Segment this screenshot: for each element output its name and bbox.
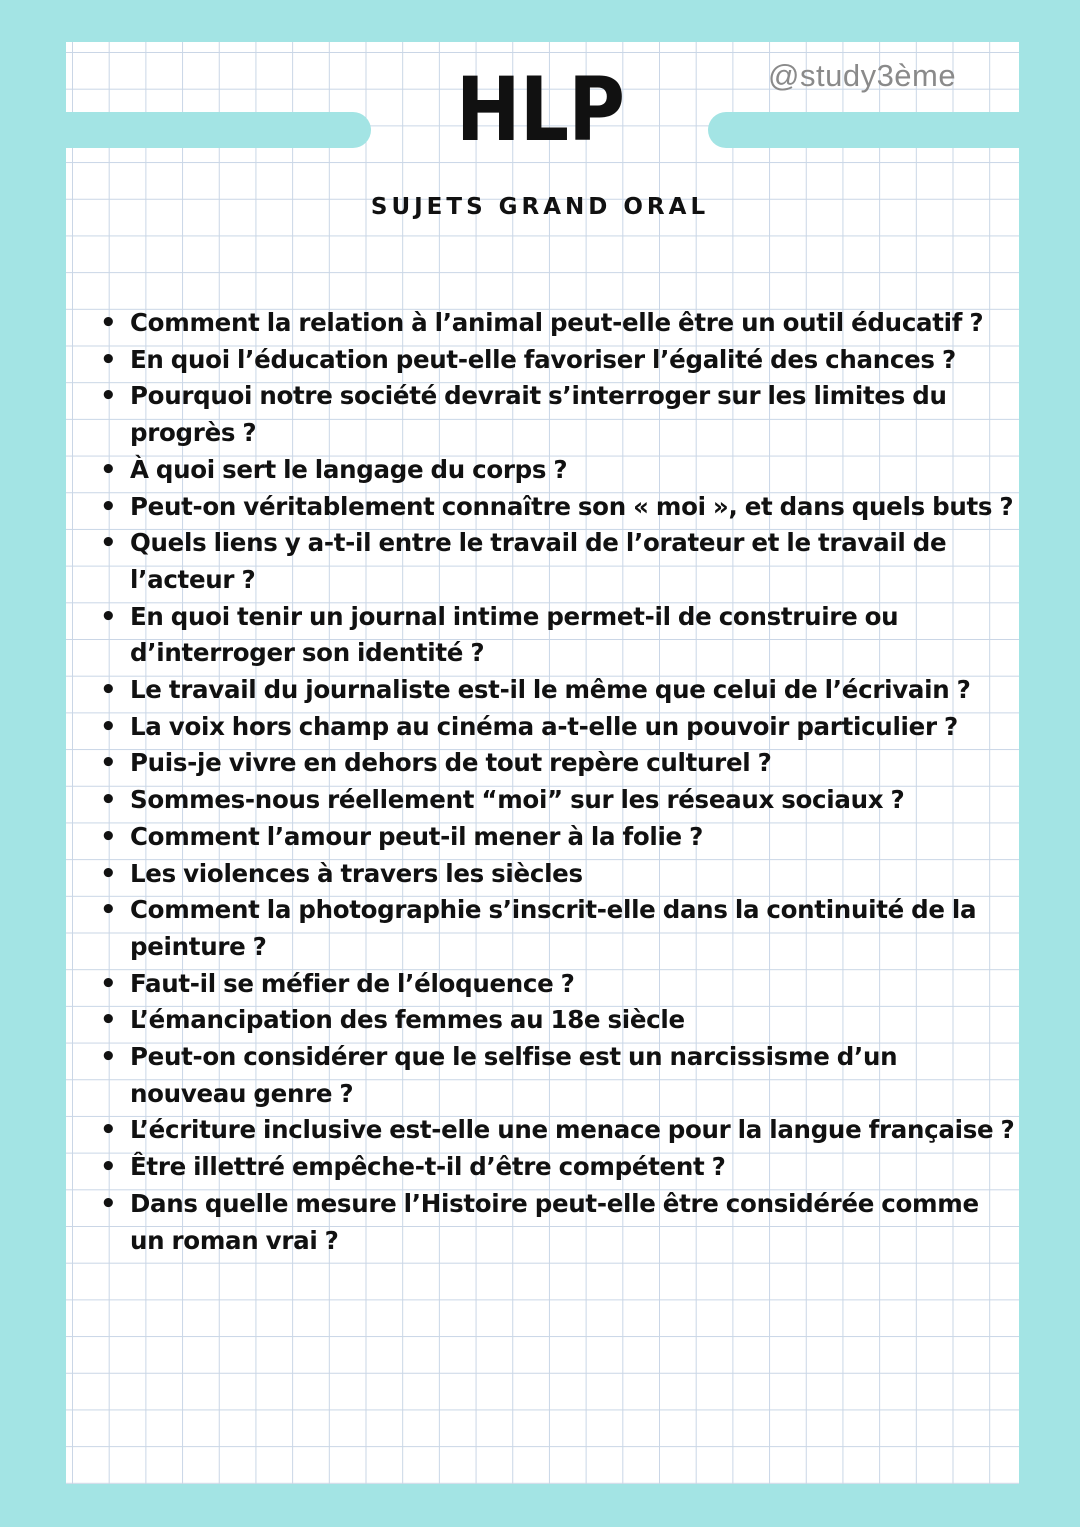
topic-text: Quels liens y a-t-il entre le travail de l’orateur et le travail de l’acteur ? — [130, 528, 947, 594]
topic-text: En quoi tenir un journal intime permet-il de construire ou d’interroger son identité ? — [130, 601, 899, 668]
bullet-icon: • — [100, 308, 117, 338]
bullet-icon: • — [100, 601, 117, 632]
topic-text: Faut-il se méfier de l’éloquence ? — [130, 968, 575, 998]
topic-text: Le travail du journaliste est-il le même que celui de l’écrivain ? — [130, 675, 971, 705]
list-item — [96, 599, 1016, 672]
bullet-icon: • — [100, 858, 117, 889]
list-item — [96, 892, 1016, 965]
topic-text: À quoi sert le langage du corps ? — [130, 454, 568, 484]
list-item — [96, 709, 1016, 746]
topic-text: Être illettré empêche-t-il d’être compétent ? — [130, 1152, 726, 1182]
topic-list — [96, 305, 1016, 1259]
bullet-icon: • — [100, 1005, 117, 1036]
topic-text: Peut-on véritablement connaître son « moi », et dans quels buts ? — [130, 491, 1014, 521]
topic-text: Peut-on considérer que le selfise est un narcissisme d’un nouveau genre ? — [130, 1042, 898, 1108]
bullet-icon: • — [100, 454, 117, 485]
list-item — [96, 489, 1016, 526]
topic-text: Puis-je vivre en dehors de tout repère culturel ? — [130, 748, 772, 778]
list-item — [96, 342, 1016, 379]
bullet-icon: • — [100, 895, 117, 926]
topic-text: Comment la relation à l’animal peut-elle être un outil éducatif ? — [130, 308, 984, 337]
topic-text: Dans quelle mesure l’Histoire peut-elle être considérée comme un roman vrai ? — [130, 1188, 979, 1255]
list-item — [96, 1186, 1016, 1259]
author-handle: @study3ème — [768, 58, 957, 93]
list-item — [96, 966, 1016, 1003]
topic-text: L’écriture inclusive est-elle une menace pour la langue française ? — [130, 1115, 1015, 1145]
bullet-icon: • — [100, 491, 117, 522]
bullet-icon: • — [100, 785, 117, 816]
list-item — [96, 452, 1016, 489]
list-item — [96, 305, 1016, 342]
topic-text: Sommes-nous réellement “moi” sur les réseaux sociaux ? — [130, 785, 905, 815]
list-item — [96, 1002, 1016, 1039]
list-item — [96, 782, 1016, 819]
topic-text: En quoi l’éducation peut-elle favoriser l’égalité des chances ? — [130, 344, 956, 374]
list-item — [96, 856, 1016, 893]
bullet-icon: • — [100, 748, 117, 779]
list-item — [96, 1039, 1016, 1112]
bullet-icon: • — [100, 528, 117, 559]
topic-text: Les violences à travers les siècles — [130, 858, 583, 888]
topic-text: Comment la photographie s’inscrit-elle dans la continuité de la peinture ? — [130, 895, 977, 961]
bullet-icon: • — [100, 1152, 117, 1183]
list-item — [96, 378, 1016, 451]
bullet-icon: • — [100, 1188, 117, 1219]
bullet-icon: • — [100, 381, 117, 412]
bullet-icon: • — [100, 1115, 117, 1146]
page-subtitle: SUJETS GRAND ORAL — [370, 194, 710, 220]
list-item — [96, 819, 1016, 856]
bullet-icon: • — [100, 344, 117, 375]
topic-text: Comment l’amour peut-il mener à la folie ? — [130, 821, 704, 851]
bullet-icon: • — [100, 711, 117, 742]
topic-text: La voix hors champ au cinéma a-t-elle un pouvoir particulier ? — [130, 711, 958, 741]
list-item — [96, 1149, 1016, 1186]
page-title: HLP — [455, 58, 625, 161]
bullet-icon: • — [100, 821, 117, 852]
list-item — [96, 672, 1016, 709]
list-item — [96, 745, 1016, 782]
topic-text: L’émancipation des femmes au 18e siècle — [130, 1005, 685, 1035]
bullet-icon: • — [100, 675, 117, 706]
topic-text: Pourquoi notre société devrait s’interroger sur les limites du progrès ? — [130, 381, 947, 448]
bullet-icon: • — [100, 1042, 117, 1073]
list-item — [96, 1112, 1016, 1149]
bullet-icon: • — [100, 968, 117, 999]
list-item — [96, 525, 1016, 598]
